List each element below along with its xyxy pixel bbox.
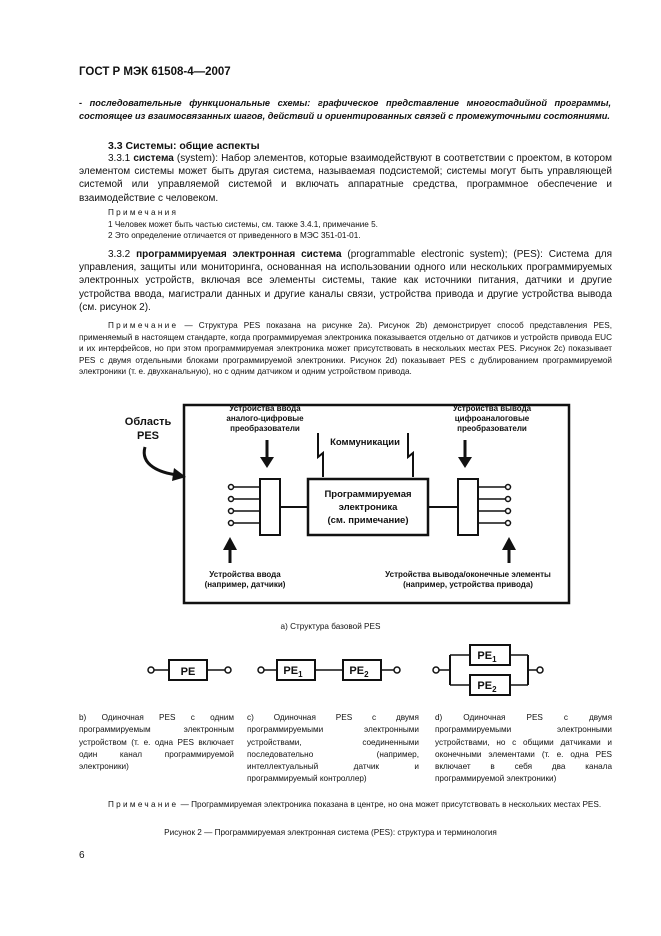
input-top-line3: преобразователи <box>230 424 300 433</box>
caption-a: а) Структура базовой PES <box>280 622 381 631</box>
caption-c: c) Одиночная PES с двумя программируемыми электронными устройствами, соединенными последовательно (например, интеллектуальный датчик и программируемый контроллер) <box>247 713 419 784</box>
pes-area-label-line2: PES <box>136 430 160 442</box>
output-top-line1: Устройства вывода <box>452 404 532 413</box>
figure-note <box>79 799 612 811</box>
comms-line-right <box>408 433 413 477</box>
notes-heading: Примечания <box>108 208 179 217</box>
input-terminal <box>229 509 234 514</box>
intro-paragraph: - последовательные функциональные схемы: графическое представление многостадийной программы, состоящее из взаимосвязанных шагов, действий и ориентированных связей с промежуточными состояниями. <box>79 98 611 121</box>
output-bottom-line2: (например, устройства привода) <box>403 580 533 589</box>
output-terminal <box>506 497 511 502</box>
def-text: (system): Набор элементов, которые взаимодействуют в соответствии с проектом, в котором элементом системы может быть другая система, называемая подсистемой; системы могут быть управляющей системой или управляемой системой и включать аппаратные средства, программное обеспечение и взаимодействие с человеком. <box>79 153 612 204</box>
fig-note-label: Примечание <box>108 800 179 809</box>
pe-center-line1: Программируемая <box>324 489 412 500</box>
note-item-1: 1 Человек может быть частью системы, см. также 3.4.1, примечание 5. <box>108 219 378 229</box>
output-top-arrowhead <box>458 457 472 468</box>
pe2-subscript: 2 <box>492 685 497 694</box>
input-bottom-arrowhead <box>223 537 237 550</box>
def-term: программируемая электронная система <box>136 249 342 260</box>
fig-note-text: — Программируемая электроника показана в центре, но она может присутствовать в нескольких местах PES. <box>178 800 602 809</box>
pe-center-line3: (см. примечание) <box>327 515 409 526</box>
notes-3-3-1 <box>79 207 612 242</box>
input-bottom-line1: Устройства ввода <box>209 570 281 579</box>
pe1-subscript: 1 <box>492 655 497 664</box>
input-top-line2: аналого-цифровые <box>226 414 304 423</box>
def-number: 3.3.1 <box>108 153 131 164</box>
input-terminal <box>229 485 234 490</box>
output-top-line2: цифроаналоговые <box>454 414 530 423</box>
output-top-line3: преобразователи <box>457 424 527 433</box>
section-title: 3.3 Системы: общие аспекты <box>108 140 260 152</box>
note-item-2: 2 Это определение отличается от приведенного в МЭС 351-01-01. <box>108 231 361 240</box>
pe2-label: PE <box>477 680 493 692</box>
pe2-subscript: 2 <box>364 670 369 679</box>
input-terminal <box>229 497 234 502</box>
input-top-arrowhead <box>260 457 274 468</box>
figure-2a-diagram <box>100 395 580 620</box>
caption-d: d) Одиночная PES с двумя программируемыми электронными устройствами, но с общими датчиками и оконечными элементами (т. е. одна PES включает в себя два канала программируемой электроники) <box>435 713 612 784</box>
output-terminal <box>506 521 511 526</box>
input-bottom-line2: (например, датчики) <box>204 580 286 589</box>
input-top-line1: Устройства ввода <box>229 404 301 413</box>
def-term: система <box>133 153 174 164</box>
output-terminal <box>506 509 511 514</box>
comms-label: Коммуникации <box>330 437 400 448</box>
comms-line-left <box>318 433 323 477</box>
def-number: 3.3.2 <box>108 249 131 260</box>
caption-b: b) Одиночная PES с одним программируемым электронным устройством (т. е. одна PES включает один канал программируемой электроники) <box>79 713 234 772</box>
pe1-label: PE <box>477 650 493 662</box>
note-label: Примечание <box>108 321 179 330</box>
definition-3-3-2 <box>79 248 612 314</box>
pes-area-arrow <box>144 447 178 475</box>
output-bottom-line1: Устройства вывода/оконечные элементы <box>385 570 551 579</box>
figure-2d-diagram <box>428 640 548 700</box>
output-terminal <box>506 485 511 490</box>
page-number: 6 <box>79 850 85 861</box>
pe-center-line2: электроника <box>338 502 398 513</box>
pes-area-label-line1: Область <box>124 416 172 428</box>
pe-label: PE <box>180 666 196 678</box>
output-bottom-arrowhead <box>502 537 516 550</box>
output-block <box>458 479 478 535</box>
input-block <box>260 479 280 535</box>
figure-2b-diagram <box>145 655 240 685</box>
input-terminal <box>229 521 234 526</box>
definition-3-3-1 <box>79 152 612 205</box>
pe1-label: PE <box>283 665 299 677</box>
figure-title: Рисунок 2 — Программируемая электронная система (PES): структура и терминология <box>164 828 497 837</box>
def-text: (programmable electronic system); (PES): Система для управления, защиты или мониторинга, основанная на использовании одного или нескольких программируемых электронных устройств, включая все элементы системы, такие как источники питания, датчики и другие устройства ввода, магистрали данных и другие каналы связи, устройства привода и другие устройства вывода (см. рисунок 2). <box>79 249 612 313</box>
pe2-label: PE <box>349 665 365 677</box>
note-text: — Структура PES показана на рисунке 2а). Рисунок 2b) демонстрирует способ представления PES, применяемый в настоящем стандарте, когда программируемая электроника показывается отдельно от датчиков и устройств привода EUC и их интерфейсов, но при этом программируемая электроника может присутствовать в нескольких местах PES. Рисунок 2c) показывает PES с двумя отдельными блоками программируемой электроники. Рисунок 2d) показывает PES с дублированием программируемой электроники (т. е. двухканальную), но с одним датчиком и одним устройством привода. <box>79 321 612 376</box>
note-3-3-2 <box>79 320 612 378</box>
figure-2c-diagram <box>255 655 405 685</box>
document-header: ГОСТ Р МЭК 61508-4—2007 <box>79 66 231 78</box>
pe1-subscript: 1 <box>298 670 303 679</box>
